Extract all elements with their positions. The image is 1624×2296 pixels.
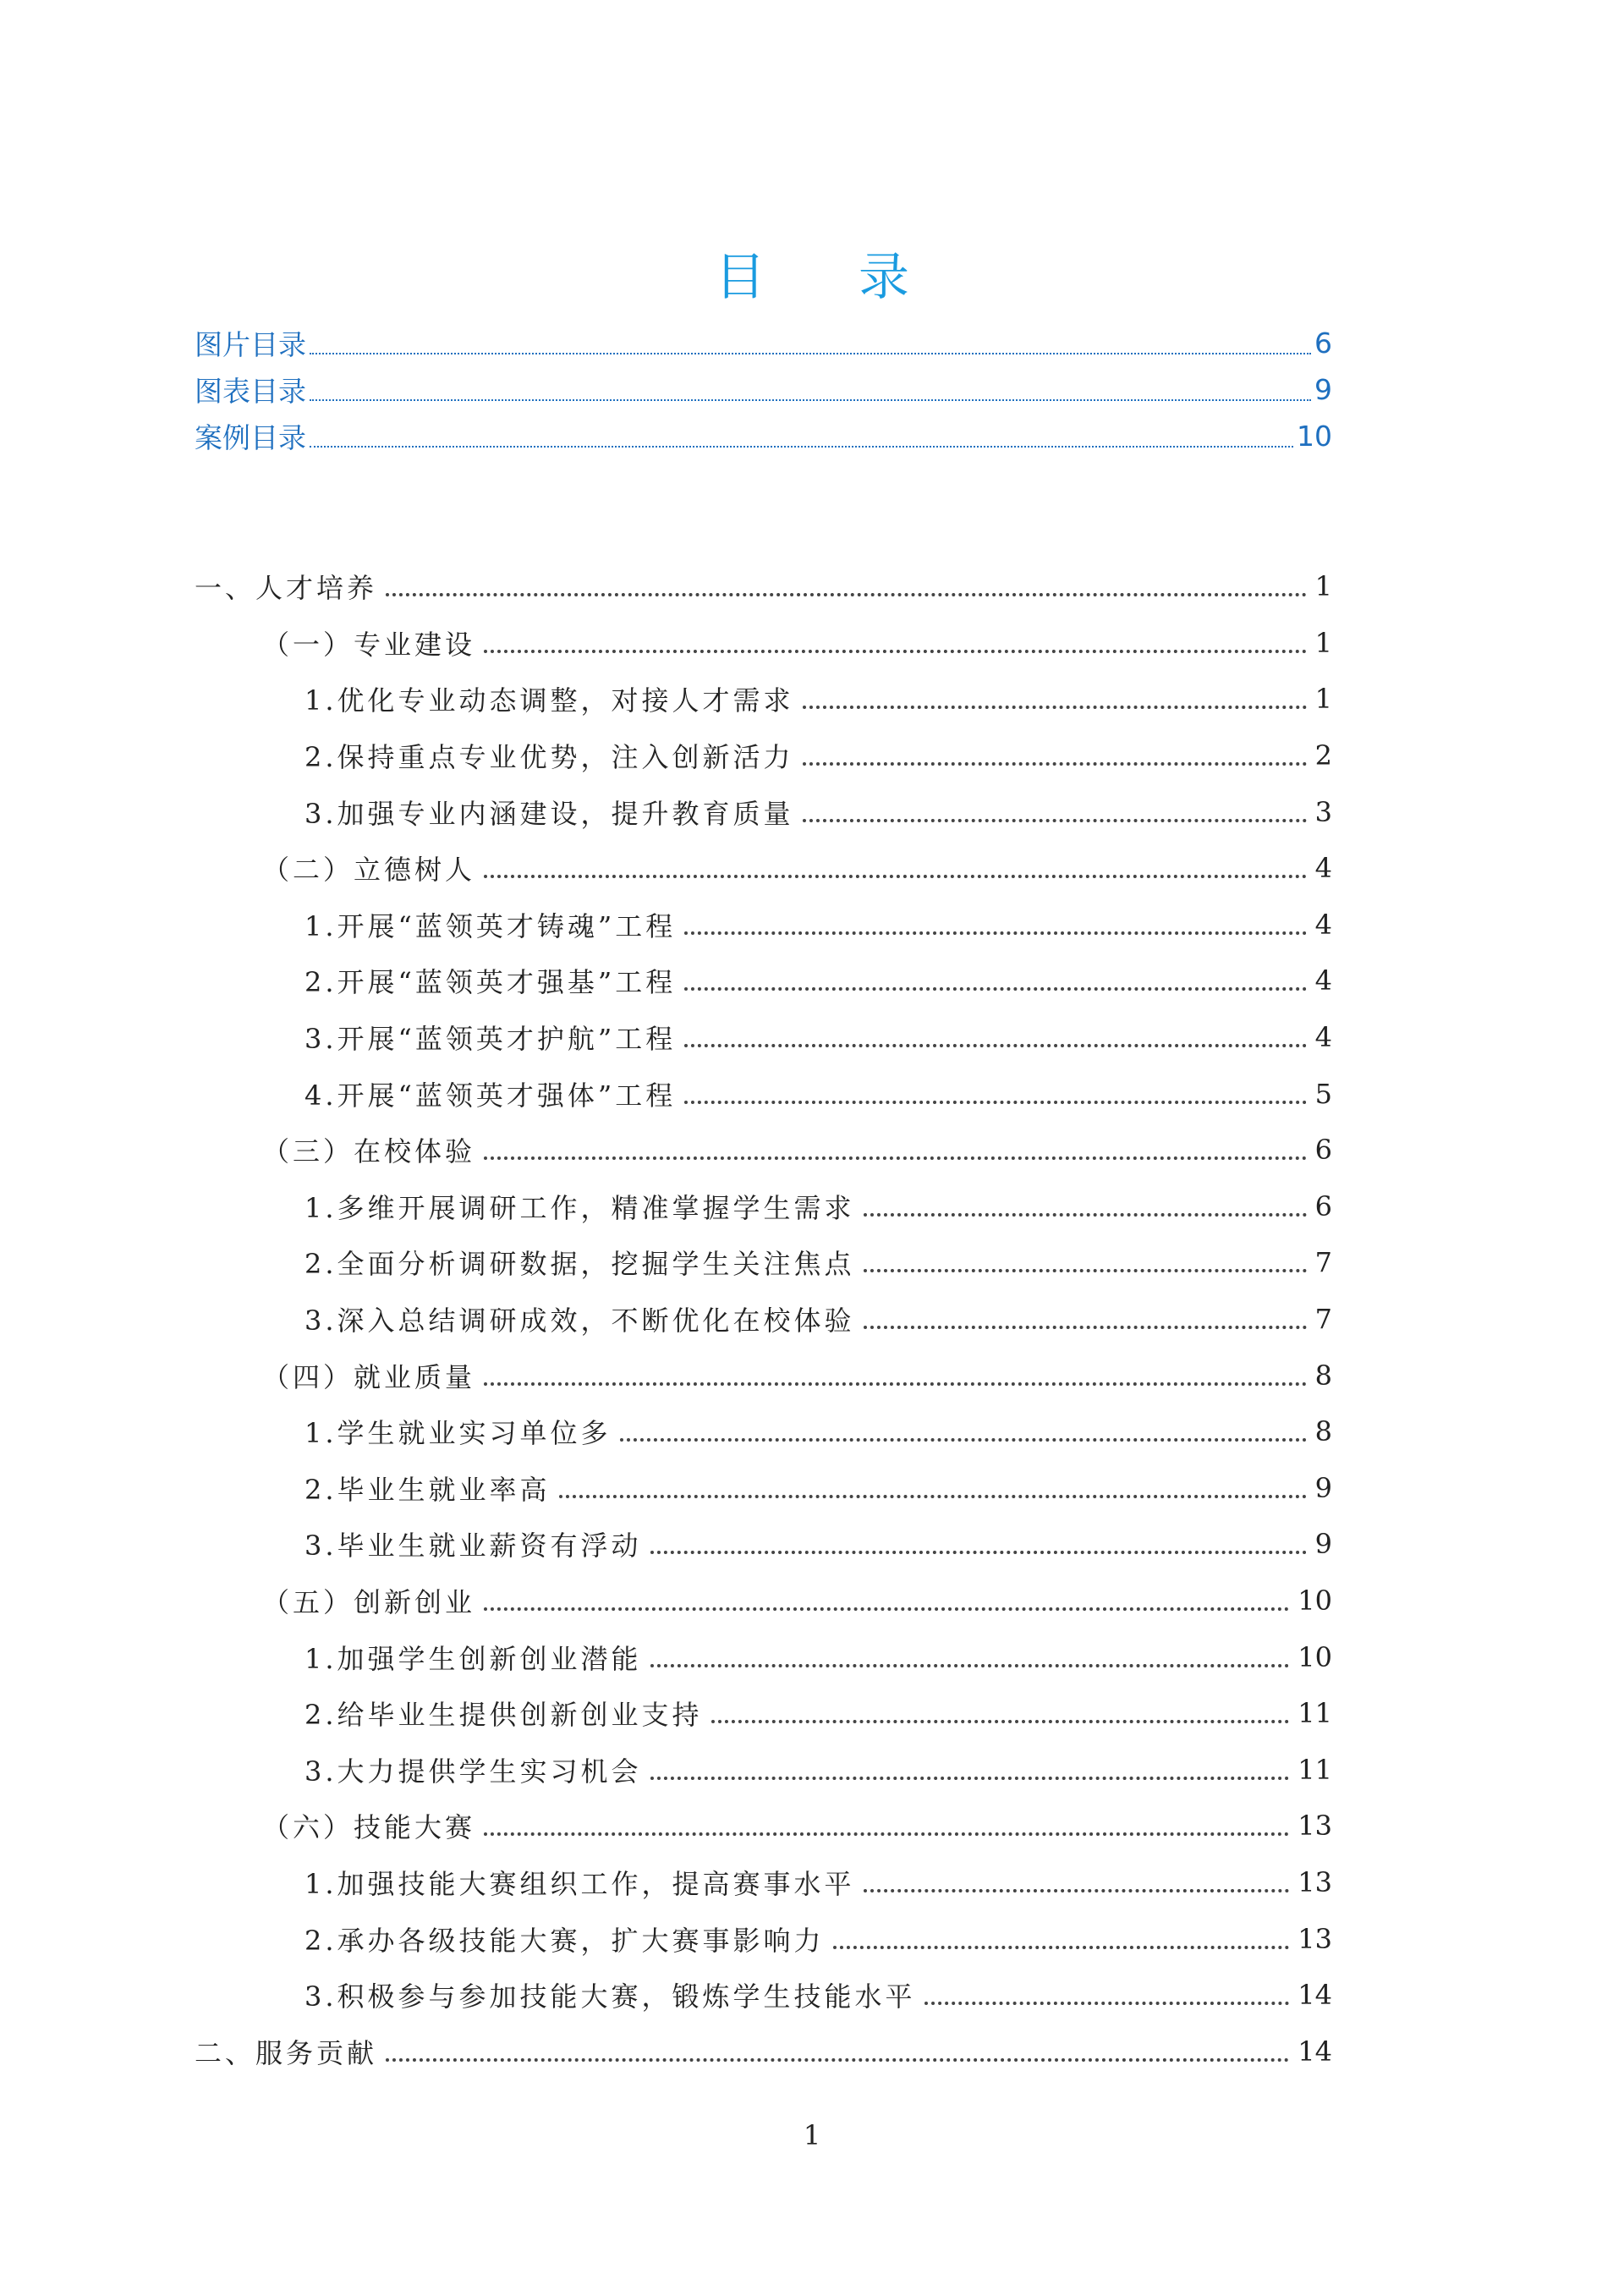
toc-entry-page: 6 [1314,1134,1332,1167]
toc-entry-page: 13 [1298,1922,1332,1955]
list-link-page: 10 [1297,420,1332,453]
dot-leader [484,875,1307,878]
toc-entry-label: 3.开展“蓝领英才护航”工程 [304,1023,677,1056]
toc-entry-label: 3.大力提供学生实习机会 [304,1755,642,1788]
list-link-page: 9 [1314,373,1332,406]
dot-leader [650,1551,1307,1554]
toc-entry-page: 1 [1314,570,1332,603]
toc-entry-page: 5 [1314,1077,1332,1110]
toc-entry-label: 一、人才培养 [195,572,378,605]
list-link-label: 图片目录 [195,328,306,361]
toc-entry-page: 10 [1298,1584,1332,1617]
toc-entry-label: 2.承办各级技能大赛，扩大赛事影响力 [304,1924,825,1957]
list-link-charts[interactable] [195,366,1332,413]
toc-entry-label: 3.加强专业内涵建设，提升教育质量 [304,797,794,830]
toc-entry-page: 8 [1314,1415,1332,1448]
toc-entry[interactable] [195,1741,1332,1798]
toc-entry[interactable] [195,2023,1332,2079]
toc-entry-page: 13 [1298,1865,1332,1898]
toc-entry[interactable] [195,1685,1332,1742]
toc-entry-label: 2.开展“蓝领英才强基”工程 [304,966,677,999]
page-number: 1 [803,2119,821,2151]
dot-leader [484,650,1307,653]
toc-entry-label: 3.毕业生就业薪资有浮动 [304,1530,642,1563]
toc-entry[interactable] [195,840,1332,897]
toc-entry-label: 1.学生就业实习单位多 [304,1417,612,1450]
toc-entry-page: 9 [1314,1471,1332,1504]
toc-entry-page: 7 [1314,1246,1332,1279]
dot-leader [924,2002,1290,2005]
toc-entry-page: 13 [1298,1810,1332,1843]
dot-leader [684,987,1306,991]
toc-entry[interactable] [195,558,1332,615]
dot-leader [864,1326,1307,1329]
toc-entry[interactable] [195,953,1332,1009]
toc-entry[interactable] [195,1291,1332,1348]
dot-leader [803,706,1307,709]
toc-entry-label: 2.保持重点专业优势，注入创新活力 [304,741,794,774]
toc-entry-page: 10 [1298,1640,1332,1673]
toc-entry[interactable] [195,1854,1332,1911]
dot-leader [864,1889,1290,1892]
dot-leader [484,1382,1307,1386]
dot-leader [650,1777,1290,1780]
toc-entry-label: （一）专业建设 [262,628,476,661]
dot-leader [484,1607,1289,1611]
toc-entry-page: 6 [1314,1189,1332,1222]
list-link-label: 图表目录 [195,375,306,408]
toc-entry-page: 11 [1298,1697,1332,1730]
toc-entry-page: 3 [1314,795,1332,828]
toc-entry[interactable] [195,615,1332,672]
dot-leader [484,1156,1307,1160]
toc-entry[interactable] [195,1629,1332,1685]
toc-entry[interactable] [195,1009,1332,1066]
toc-entry-page: 4 [1314,964,1332,997]
toc-entry-page: 4 [1314,852,1332,885]
dot-leader [684,1044,1306,1047]
toc-entry[interactable] [195,897,1332,953]
toc-entry-label: 1.优化专业动态调整，对接人才需求 [304,684,794,717]
toc-entry-page: 7 [1314,1303,1332,1336]
toc-entry-label: 二、服务贡献 [195,2036,378,2069]
toc-entry[interactable] [195,728,1332,784]
toc-entry-page: 1 [1314,683,1332,716]
toc-entry-label: 1.开展“蓝领英才铸魂”工程 [304,909,677,942]
toc-entry-page: 4 [1314,1021,1332,1054]
toc-entry-label: 1.多维开展调研工作，精准掌握学生需求 [304,1191,855,1224]
toc-entry-label: 2.给毕业生提供创新创业支持 [304,1699,703,1732]
toc-entry-label: 1.加强学生创新创业潜能 [304,1642,642,1675]
title-char-1: 目 [715,248,765,307]
dot-leader [310,353,1311,354]
toc-entry[interactable] [195,1122,1332,1178]
toc-entry-page: 2 [1314,739,1332,772]
dot-leader [650,1664,1290,1667]
dot-leader [864,1269,1307,1272]
dot-leader [386,2058,1289,2062]
title-char-2: 录 [859,248,909,307]
toc-entry-label: （四）就业质量 [262,1360,476,1393]
toc-entry-page: 9 [1314,1528,1332,1561]
toc-entry-page: 14 [1298,2035,1332,2068]
toc-entry-label: 3.积极参与参加技能大赛，锻炼学生技能水平 [304,1980,916,2013]
figure-list-links [195,320,1332,459]
toc-entry[interactable] [195,1234,1332,1291]
toc-entry-label: （三）在校体验 [262,1135,476,1168]
toc-entry-label: 3.深入总结调研成效，不断优化在校体验 [304,1305,855,1338]
dot-leader [310,399,1311,401]
toc-entry-label: （二）立德树人 [262,854,476,887]
dot-leader [684,1101,1306,1104]
toc-entry-label: 4.开展“蓝领英才强体”工程 [304,1079,677,1112]
toc-entry-page: 4 [1314,908,1332,941]
dot-leader [620,1438,1307,1442]
dot-leader [684,931,1306,935]
dot-leader [864,1213,1307,1217]
dot-leader [484,1832,1289,1836]
toc-entry[interactable] [195,1178,1332,1235]
toc-entry[interactable] [195,1516,1332,1573]
toc-entry[interactable] [195,1347,1332,1403]
toc-entry-label: 2.全面分析调研数据，挖掘学生关注焦点 [304,1248,855,1281]
page-title [0,235,1624,320]
toc-entry[interactable] [195,1403,1332,1460]
toc-entry-label: （六）技能大赛 [262,1811,476,1844]
toc-entry-label: （五）创新创业 [262,1585,476,1618]
dot-leader [386,593,1307,596]
list-link-page: 6 [1314,327,1332,360]
list-link-cases[interactable] [195,413,1332,459]
dot-leader [803,819,1307,822]
toc-entry[interactable] [195,1460,1332,1517]
toc-entry-label: 2.毕业生就业率高 [304,1473,551,1506]
toc-entry[interactable] [195,1910,1332,1967]
toc-entry-page: 8 [1314,1359,1332,1392]
dot-leader [833,1946,1290,1949]
toc-entry[interactable] [195,1798,1332,1854]
toc-entry-page: 11 [1298,1753,1332,1786]
dot-leader [559,1495,1307,1498]
toc-entry[interactable] [195,1065,1332,1122]
toc-entry-page: 1 [1314,626,1332,659]
table-of-contents [195,558,1332,2079]
toc-entry[interactable] [195,1967,1332,2024]
toc-entry[interactable] [195,783,1332,840]
toc-entry[interactable] [195,1573,1332,1629]
dot-leader [711,1720,1290,1723]
toc-entry[interactable] [195,671,1332,728]
toc-entry-page: 14 [1298,1979,1332,2012]
dot-leader [310,446,1293,448]
list-link-pictures[interactable] [195,320,1332,366]
toc-entry-label: 1.加强技能大赛组织工作，提高赛事水平 [304,1867,855,1900]
dot-leader [803,762,1307,766]
list-link-label: 案例目录 [195,421,306,454]
